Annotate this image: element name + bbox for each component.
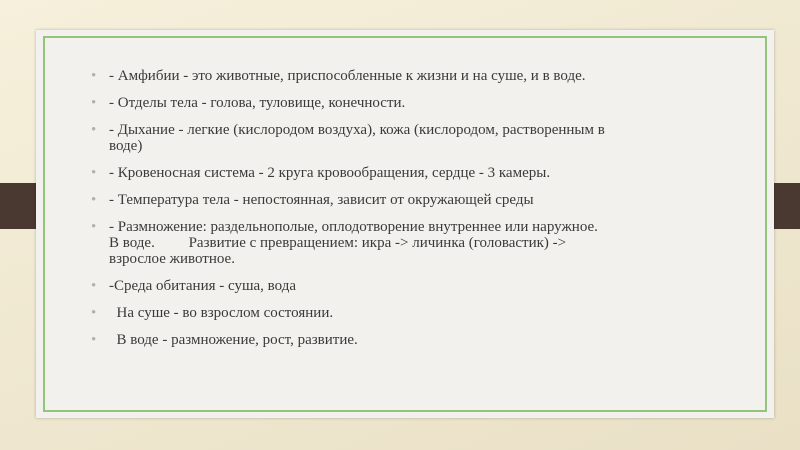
bullet-text-line: В воде. Развитие с превращением: икра -> личинка (головастик) -> — [109, 235, 567, 251]
bullet-item — [91, 122, 711, 154]
bullet-text-line: взрослое животное. — [109, 251, 235, 267]
bullet-item — [91, 95, 711, 111]
bullet-text-line: - Дыхание - легкие (кислородом воздуха), кожа (кислородом, растворенным в — [109, 122, 605, 138]
bullet-marker: • — [91, 219, 97, 235]
bullet-text-line: - Амфибии - это животные, приспособленные к жизни и на суше, и в воде. — [109, 68, 586, 84]
bullet-marker: • — [91, 278, 97, 294]
bullet-item — [91, 68, 711, 84]
bullet-text-line: -Среда обитания - суша, вода — [109, 278, 297, 294]
bullet-marker: • — [91, 305, 97, 321]
bullet-marker: • — [91, 332, 97, 348]
bullet-text-line: В воде - размножение, рост, развитие. — [109, 332, 358, 348]
bullet-item — [91, 305, 711, 321]
bullet-item — [91, 332, 711, 348]
bullet-text-line: воде) — [109, 138, 143, 154]
bullet-text-line: - Температура тела - непостоянная, зависит от окружающей среды — [109, 192, 534, 208]
bullet-text-line: - Кровеносная система - 2 круга кровообращения, сердце - 3 камеры. — [109, 165, 551, 181]
bullet-marker: • — [91, 95, 97, 111]
bullet-marker: • — [91, 122, 97, 138]
bullet-item — [91, 192, 711, 208]
bullet-list — [91, 68, 711, 359]
bullet-text-line: - Размножение: раздельнополые, оплодотворение внутреннее или наружное. — [109, 219, 598, 235]
bullet-marker: • — [91, 165, 97, 181]
slide — [36, 30, 774, 418]
bullet-item — [91, 165, 711, 181]
bullet-marker: • — [91, 68, 97, 84]
bullet-text-line: - Отделы тела - голова, туловище, конечности. — [109, 95, 406, 111]
left-decorative-bar — [0, 183, 36, 229]
bullet-marker: • — [91, 192, 97, 208]
bullet-item — [91, 278, 711, 294]
bullet-item — [91, 219, 711, 267]
bullet-text-line: На суше - во взрослом состоянии. — [109, 305, 334, 321]
